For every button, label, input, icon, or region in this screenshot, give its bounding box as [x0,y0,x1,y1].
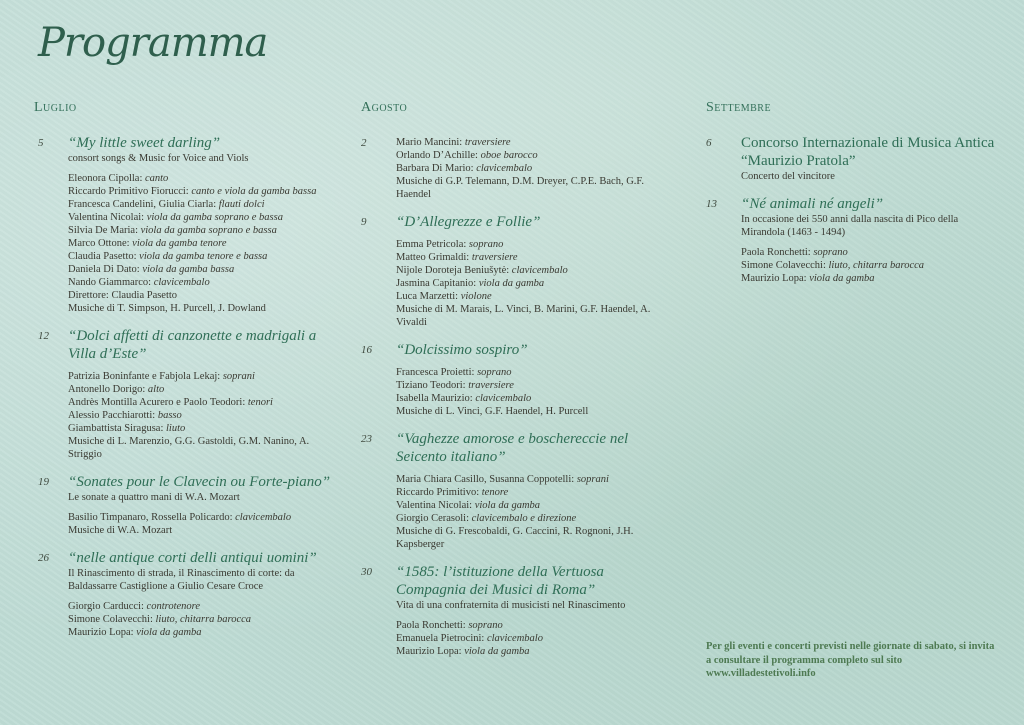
performer-line [68,370,334,383]
performer-line [396,632,676,645]
performer-line [68,409,334,422]
event-title: “Sonates pour le Clavecin ou Forte-piano” [68,474,331,490]
performer-role: oboe barocco [480,150,538,161]
event-body [68,327,334,461]
performer-role: clavicembalo [486,633,543,644]
performer-name: Claudia Pasetto: [68,251,140,262]
performer-name: Maurizio Lopa: [741,273,810,284]
event-title: Concorso Internazionale di Musica Antica “Maurizio Pratola” [741,135,995,169]
event-day: 6 [706,137,712,149]
event-day: 12 [38,330,49,342]
performer-line [396,162,676,175]
performer-name: Maria Chiara Casillo, Susanna Coppotelli: [396,474,577,485]
performer-line [396,251,676,264]
performer-role: liuto [165,423,186,434]
performer-line [396,277,676,290]
event-title: “Dolci affetti di canzonette e madrigali a Villa d’Este” [68,328,317,362]
performer-line [68,435,334,461]
performer-line [68,422,334,435]
event-body [741,195,996,285]
performer-name: Emma Petricola: [396,239,469,250]
performer-role: soprano [813,247,848,258]
performer-line [68,185,334,198]
event-title: “D’Allegrezze e Follie” [396,214,541,230]
event-day: 2 [361,137,367,149]
performer-name: Musiche di L. Vinci, G.F. Haendel, H. Purcell [396,406,589,417]
performer-role: soprano [468,620,503,631]
performer-role: liuto, chitarra barocca [155,614,252,625]
event-body [396,341,676,418]
performer-role: alto [147,384,165,395]
event-body [396,134,676,201]
performer-name: Riccardo Primitivo: [396,487,482,498]
performer-name: Simone Colavecchi: [68,614,156,625]
event-entry [34,473,334,537]
event-subtitle: Concerto del vincitore [741,171,835,182]
event-entry [361,213,676,329]
column-agosto [361,100,676,670]
performer-role: basso [157,410,182,421]
performer-role: canto e viola da gamba bassa [191,186,317,197]
event-body [68,134,334,315]
event-day: 5 [38,137,44,149]
performer-role: traversiere [464,137,511,148]
performer-role: controtenore [146,601,201,612]
performer-line [68,289,334,302]
performer-name: Francesca Proietti: [396,367,478,378]
performer-role: soprano [477,367,512,378]
performer-name: Tiziano Teodori: [396,380,469,391]
performer-line [68,276,334,289]
performer-line [396,149,676,162]
performer-list [68,511,334,537]
performer-name: Riccardo Primitivo Fiorucci: [68,186,192,197]
event-day: 19 [38,476,49,488]
performer-line [68,172,334,185]
event-entry [34,549,334,639]
performer-role: viola da gamba [474,500,541,511]
performer-line [396,303,676,329]
performer-role: canto [144,173,169,184]
performer-line [68,237,334,250]
performer-name: Daniela Di Dato: [68,264,143,275]
performer-role: viola da gamba soprano e bassa [146,212,283,223]
performer-line [68,263,334,276]
performer-name: Valentina Nicolai: [396,500,475,511]
performer-role: viola da gamba soprano e bassa [140,225,277,236]
performer-name: Silvia De Maria: [68,225,141,236]
performer-line [396,486,676,499]
event-entry [361,341,676,418]
performer-name: Nijole Doroteja Beniušytė: [396,265,512,276]
performer-name: Direttore: Claudia Pasetto [68,290,178,301]
event-day: 23 [361,433,372,445]
performer-line [68,198,334,211]
performer-name: Paola Ronchetti: [741,247,814,258]
event-entry [706,195,996,285]
performer-line [68,250,334,263]
performer-list [741,246,996,285]
performer-name: Musiche di G. Frescobaldi, G. Caccini, R. Rognoni, J.H. Kapsberger [396,526,634,550]
performer-line [396,473,676,486]
event-entry [361,430,676,551]
performer-list [396,136,676,201]
event-body [396,563,676,658]
performer-name: Musiche di G.P. Telemann, D.M. Dreyer, C.P.E. Bach, G.F. Haendel [396,176,645,200]
performer-name: Musiche di W.A. Mozart [68,525,173,536]
month-heading: Luglio [34,100,77,115]
performer-role: soprani [222,371,255,382]
performer-list [68,370,334,461]
performer-line [396,512,676,525]
event-body [741,134,996,183]
performer-name: Marco Ottone: [68,238,133,249]
performer-name: Nando Giammarco: [68,277,154,288]
event-entry [361,563,676,658]
performer-line [68,383,334,396]
performer-name: Alessio Pacchiarotti: [68,410,158,421]
performer-line [741,246,996,259]
performer-name: Musiche di T. Simpson, H. Purcell, J. Dowland [68,303,266,314]
performer-list [396,238,676,329]
performer-line [68,302,334,315]
performer-line [396,619,676,632]
performer-name: Orlando D’Achille: [396,150,481,161]
performer-role: viola da gamba [809,273,875,284]
performer-line [68,613,334,626]
performer-list [396,619,676,658]
event-body [396,430,676,551]
performer-role: clavicembalo [476,163,533,174]
performer-line [741,272,996,285]
event-entry [34,327,334,461]
page-title: Programma [38,20,268,66]
month-heading: Agosto [361,100,408,115]
performer-line [68,211,334,224]
performer-role: tenori [247,397,273,408]
event-subtitle: Le sonate a quattro mani di W.A. Mozart [68,492,240,503]
column-settembre [706,100,996,297]
performer-name: Musiche di L. Marenzio, G.G. Gastoldi, G.M. Nanino, A. Striggio [68,436,310,460]
performer-line [68,524,334,537]
event-body [68,473,334,537]
event-subtitle: In occasione dei 550 anni dalla nascita di Pico della Mirandola (1463 - 1494) [741,214,959,238]
event-day: 9 [361,216,367,228]
event-entry [34,134,334,315]
event-day: 13 [706,198,717,210]
footer-note: Per gli eventi e concerti previsti nelle giornate di sabato, si invita a consultare il programma completo sul sito www.villadestetivoli.info [706,641,995,679]
performer-line [396,136,676,149]
performer-name: Maurizio Lopa: [396,646,465,657]
performer-name: Basilio Timpanaro, Rossella Policardo: [68,512,236,523]
performer-line [396,175,676,201]
performer-line [396,392,676,405]
event-body [68,549,334,639]
performer-list [396,473,676,551]
event-title: “1585: l’istituzione della Vertuosa Compagnia dei Musici di Roma” [396,564,604,598]
performer-name: Luca Marzetti: [396,291,461,302]
performer-name: Emanuela Pietrocini: [396,633,487,644]
performer-name: Barbara Di Mario: [396,163,477,174]
performer-line [396,499,676,512]
column-luglio [34,100,334,651]
event-title: “Vaghezze amorose e boschereccie nel Seicento italiano” [396,431,629,465]
event-subtitle: Vita di una confraternita di musicisti nel Rinascimento [396,600,626,611]
performer-line [68,600,334,613]
performer-name: Giorgio Cerasoli: [396,513,472,524]
performer-line [68,626,334,639]
performer-role: clavicembalo [153,277,210,288]
performer-role: traversiere [468,380,514,391]
event-day: 30 [361,566,372,578]
performer-name: Maurizio Lopa: [68,627,137,638]
performer-name: Andrès Montilla Acurero e Paolo Teodori: [68,397,248,408]
performer-list [68,172,334,315]
performer-name: Jasmina Capitanio: [396,278,479,289]
performer-role: liuto, chitarra barocca [828,260,925,271]
performer-list [396,366,676,418]
performer-line [68,224,334,237]
performer-role: clavicembalo e direzione [471,513,577,524]
event-body [396,213,676,329]
performer-line [68,396,334,409]
performer-role: viola da gamba tenore [132,238,227,249]
performer-line [396,290,676,303]
event-day: 26 [38,552,49,564]
performer-role: clavicembalo [235,512,292,523]
performer-line [396,525,676,551]
performer-name: Valentina Nicolai: [68,212,147,223]
performer-line [396,379,676,392]
performer-role: soprani [576,474,609,485]
performer-role: viola da gamba tenore e bassa [139,251,268,262]
performer-name: Eleonora Cipolla: [68,173,145,184]
performer-name: Matteo Grimaldi: [396,252,472,263]
event-title: “Dolcissimo sospiro” [396,342,528,358]
performer-name: Musiche di M. Marais, L. Vinci, B. Marini, G.F. Haendel, A. Vivaldi [396,304,651,328]
performer-line [396,238,676,251]
event-day: 16 [361,344,372,356]
performer-name: Antonello Dorigo: [68,384,148,395]
month-heading: Settembre [706,100,772,115]
performer-role: viola da gamba [464,646,530,657]
performer-list [68,600,334,639]
performer-role: traversiere [471,252,518,263]
performer-role: flauti dolci [218,199,265,210]
performer-name: Isabella Maurizio: [396,393,476,404]
performer-role: viola da gamba bassa [142,264,235,275]
performer-name: Giambattista Siragusa: [68,423,166,434]
event-entry [706,134,996,183]
performer-role: viola da gamba [478,278,545,289]
performer-role: viola da gamba [136,627,202,638]
event-title: “nelle antique corti delli antiqui uomini” [68,550,317,566]
performer-line [741,259,996,272]
performer-name: Patrizia Boninfante e Fabjola Lekaj: [68,371,223,382]
event-subtitle: consort songs & Music for Voice and Viols [68,153,249,164]
performer-role: violone [460,291,492,302]
performer-role: tenore [481,487,509,498]
performer-line [396,645,676,658]
event-subtitle: Il Rinascimento di strada, il Rinascimento di corte: da Baldassarre Castiglione a Giulio Cesare Croce [68,568,295,592]
performer-line [68,511,334,524]
event-title: “My little sweet darling” [68,135,221,151]
performer-name: Simone Colavecchi: [741,260,829,271]
performer-name: Francesca Candelini, Giulia Ciarla: [68,199,219,210]
performer-line [396,366,676,379]
performer-role: soprano [468,239,504,250]
performer-name: Paola Ronchetti: [396,620,469,631]
performer-role: clavicembalo [475,393,532,404]
performer-line [396,264,676,277]
performer-role: clavicembalo [511,265,568,276]
performer-name: Giorgio Carducci: [68,601,147,612]
performer-line [396,405,676,418]
event-title: “Né animali né angeli” [741,196,884,212]
event-entry [361,134,676,201]
performer-name: Mario Mancini: [396,137,465,148]
